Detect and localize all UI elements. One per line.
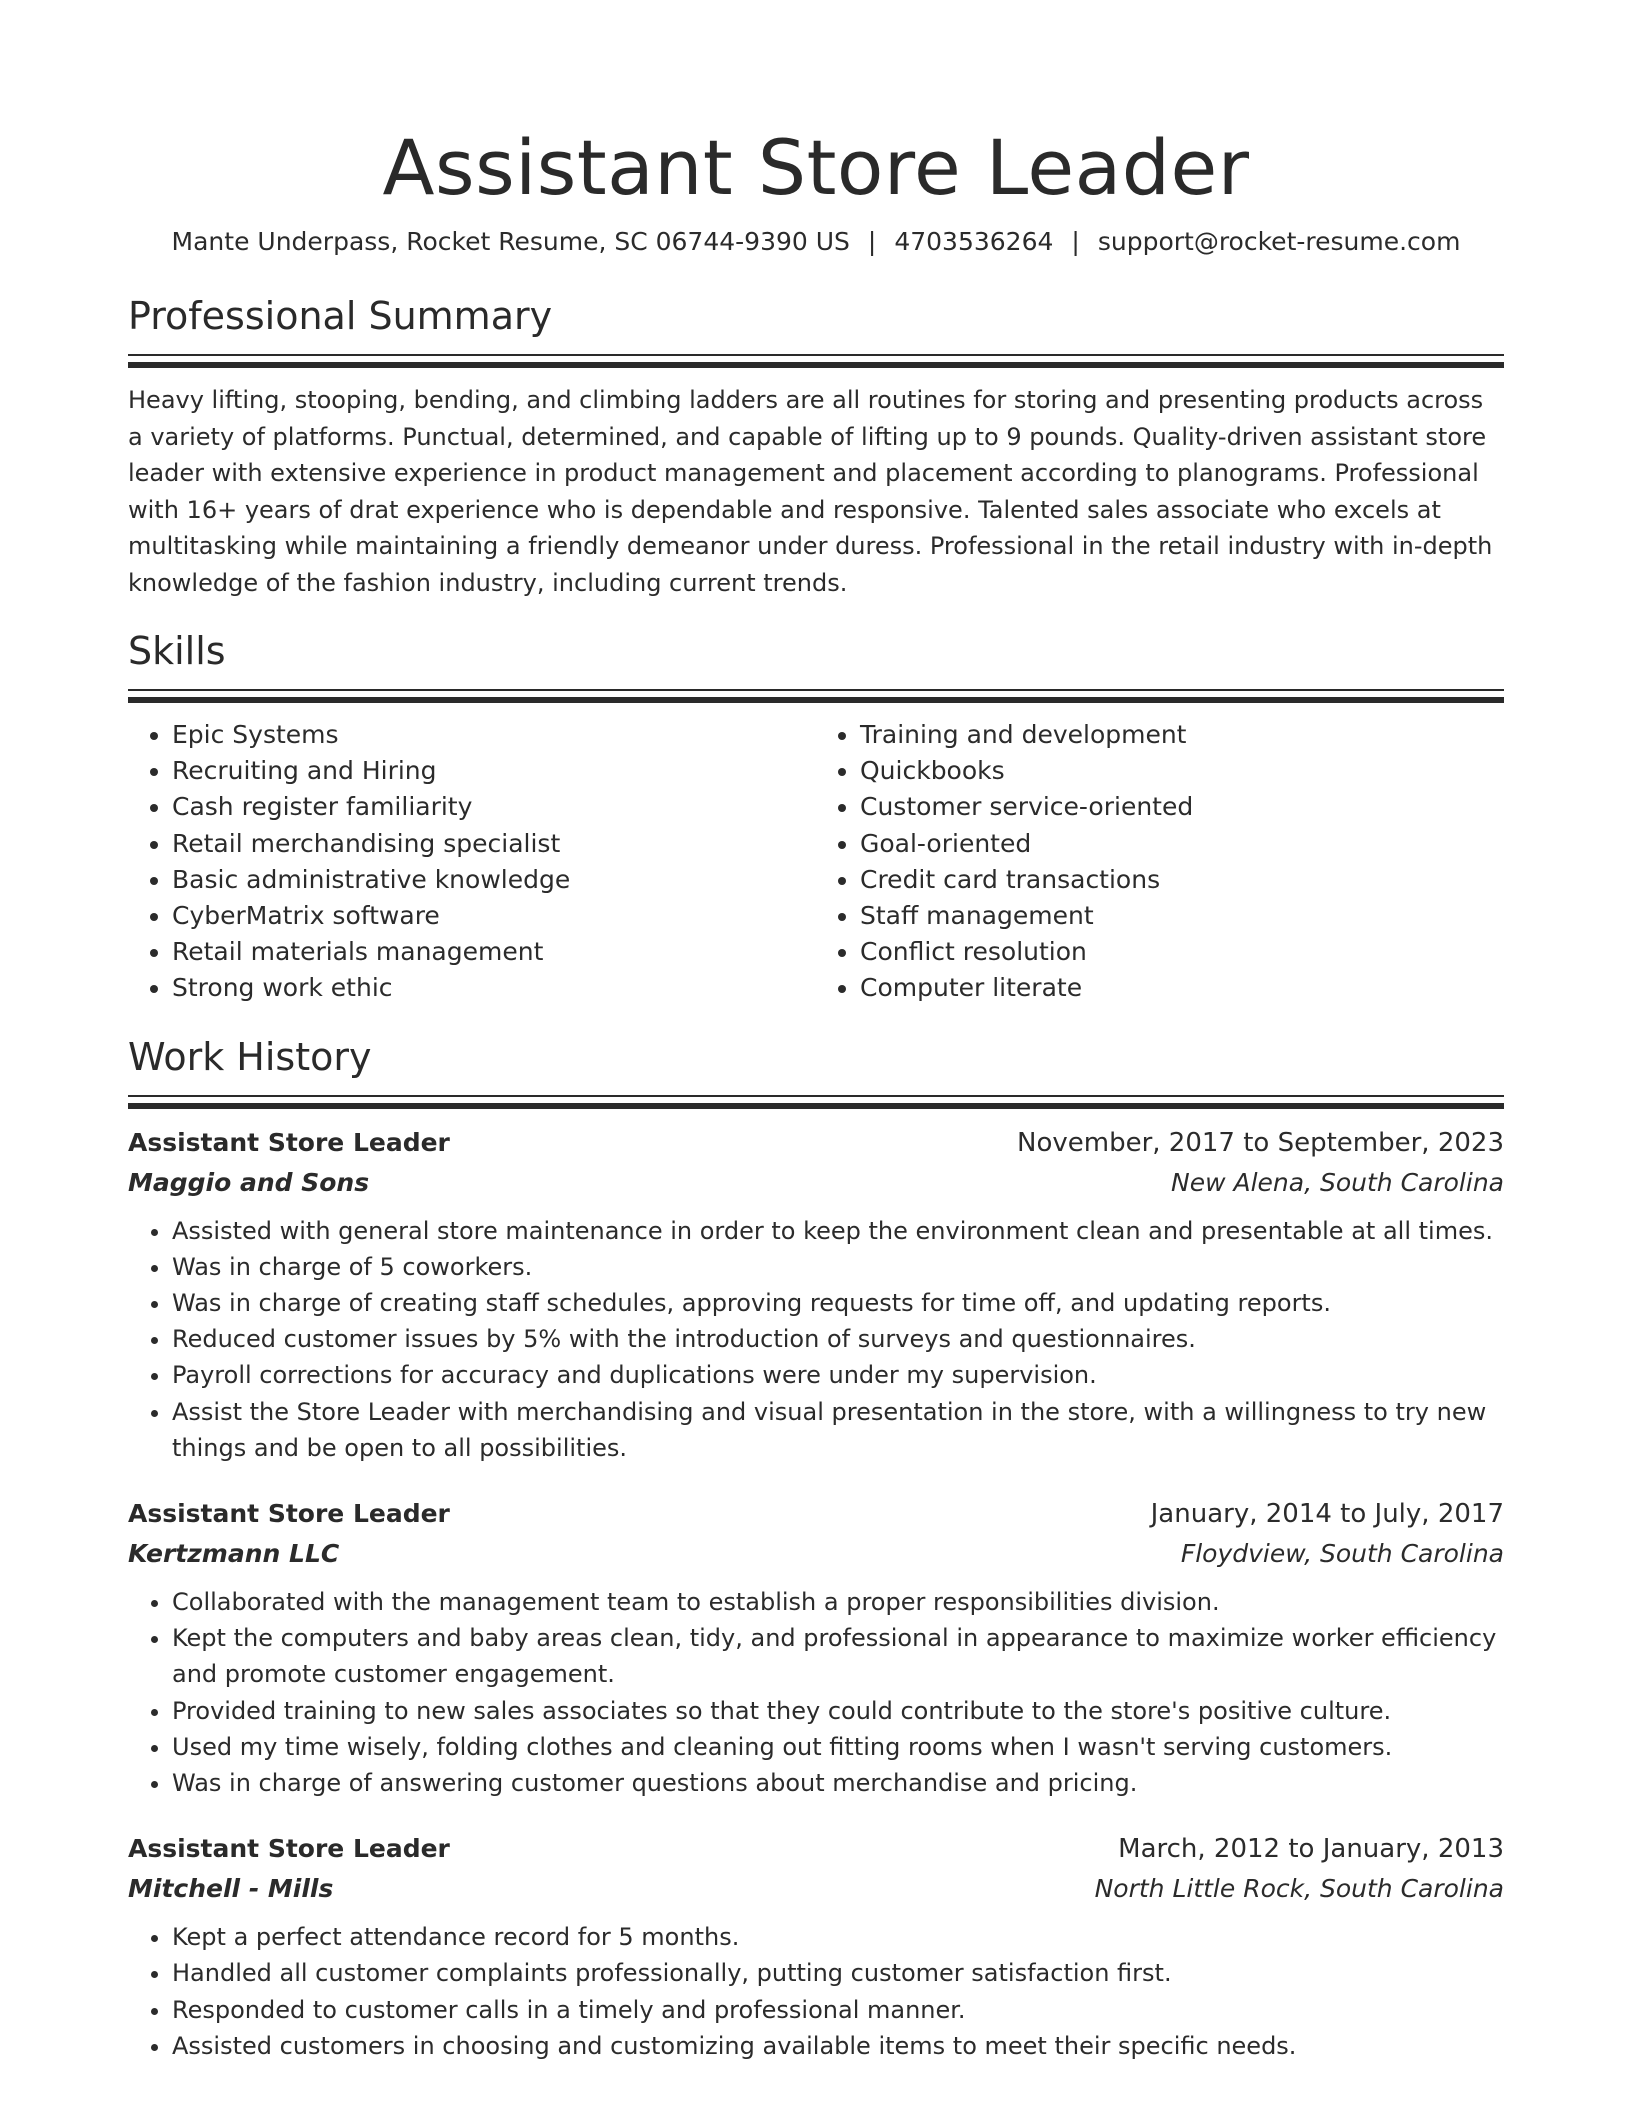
job-title: Assistant Store Leader xyxy=(128,1127,450,1157)
job-header-row xyxy=(128,1123,1504,1163)
contact-line xyxy=(128,224,1504,260)
job-bullet: • Collaborated with the management team to establish a proper responsibilities division. xyxy=(172,1584,1504,1620)
job-bullet: • Responded to customer calls in a timely and professional manner. xyxy=(172,1992,1504,2028)
resume-title: Assistant Store Leader xyxy=(382,123,1250,212)
skill-item: • Conflict resolution xyxy=(860,934,1504,970)
skill-item: • Cash register familiarity xyxy=(172,789,816,825)
section-rule-thick xyxy=(128,362,1504,368)
job-bullet: • Was in charge of answering customer questions about merchandise and pricing. xyxy=(172,1765,1504,1801)
contact-email[interactable]: support@rocket-resume.com xyxy=(1097,227,1461,256)
job-title: Assistant Store Leader xyxy=(128,1834,450,1864)
skill-item: • CyberMatrix software xyxy=(172,898,816,934)
resume-page xyxy=(128,0,1504,2064)
job-bullet: • Reduced customer issues by 5% with the introduction of surveys and questionnaires. xyxy=(172,1321,1504,1357)
skills-list-right xyxy=(816,717,1504,1007)
skill-item: • Customer service-oriented xyxy=(860,789,1504,825)
work-heading: Work History xyxy=(128,1034,372,1079)
skill-item: • Computer literate xyxy=(860,970,1504,1006)
job-header-row xyxy=(128,1494,1504,1534)
job-company-row xyxy=(128,1869,1504,1909)
skill-item: • Goal-oriented xyxy=(860,826,1504,862)
job-dates: March, 2012 to January, 2013 xyxy=(1118,1834,1504,1865)
skill-item: • Quickbooks xyxy=(860,753,1504,789)
job-header-row xyxy=(128,1829,1504,1869)
skill-item: • Training and development xyxy=(860,717,1504,753)
skills-list-left xyxy=(128,717,816,1007)
job-bullet: • Kept a perfect attendance record for 5 months. xyxy=(172,1919,1504,1955)
job-location: North Little Rock, South Carolina xyxy=(1094,1874,1504,1904)
job-bullet: • Assist the Store Leader with merchandising and visual presentation in the store, with a willingness to try new things and be open to all possibilities. xyxy=(172,1394,1504,1466)
job-entry xyxy=(128,1123,1504,1466)
skill-item: • Basic administrative knowledge xyxy=(172,862,816,898)
job-bullet: • Assisted customers in choosing and customizing available items to meet their specific needs. xyxy=(172,2028,1504,2064)
job-company-row xyxy=(128,1534,1504,1574)
skill-item: • Epic Systems xyxy=(172,717,816,753)
summary-heading: Professional Summary xyxy=(128,294,553,338)
skills-section xyxy=(128,625,1504,1007)
skill-item: • Staff management xyxy=(860,898,1504,934)
section-rule xyxy=(128,1095,1504,1097)
work-section xyxy=(128,1031,1504,2064)
job-company: Kertzmann LLC xyxy=(128,1539,340,1569)
job-bullet: • Provided training to new sales associates so that they could contribute to the store's positive culture. xyxy=(172,1693,1504,1729)
contact-phone[interactable]: 4703536264 xyxy=(894,227,1054,256)
job-bullet: • Used my time wisely, folding clothes and cleaning out fitting rooms when I wasn't serving customers. xyxy=(172,1729,1504,1765)
summary-section xyxy=(128,290,1504,601)
skills-heading: Skills xyxy=(128,629,226,673)
skill-item: • Strong work ethic xyxy=(172,970,816,1006)
job-bullet: • Was in charge of 5 coworkers. xyxy=(172,1249,1504,1285)
job-bullets xyxy=(128,1584,1504,1801)
job-title: Assistant Store Leader xyxy=(128,1499,450,1529)
skill-item: • Retail materials management xyxy=(172,934,816,970)
job-company: Maggio and Sons xyxy=(128,1167,370,1197)
job-bullet: • Handled all customer complaints professionally, putting customer satisfaction first. xyxy=(172,1955,1504,1991)
job-entry xyxy=(128,1829,1504,2064)
job-dates: November, 2017 to September, 2023 xyxy=(1017,1127,1504,1158)
job-company: Mitchell - Mills xyxy=(128,1874,334,1904)
section-rule xyxy=(128,354,1504,356)
section-rule-thick xyxy=(128,697,1504,703)
section-rule-thick xyxy=(128,1103,1504,1109)
skills-columns xyxy=(128,717,1504,1007)
skill-item: • Retail merchandising specialist xyxy=(172,826,816,862)
job-entry xyxy=(128,1494,1504,1801)
job-bullet: • Payroll corrections for accuracy and duplications were under my supervision. xyxy=(172,1357,1504,1393)
job-bullets xyxy=(128,1919,1504,2064)
summary-text: Heavy lifting, stooping, bending, and climbing ladders are all routines for storing and presenting products across a variety of platforms. Punctual, determined, and capable of lifting up to 9 pounds. Quality-driven assistant store leader with extensive experience in product management and placement according to planograms. Professional with 16+ years of drat experience who is dependable and responsive. Talented sales associate who excels at multitasking while maintaining a friendly demeanor under duress. Professional in the retail industry with in-depth knowledge of the fashion industry, including current trends. xyxy=(128,386,1493,597)
job-bullet: • Kept the computers and baby areas clean, tidy, and professional in appearance to maximize worker efficiency and promote customer engagement. xyxy=(172,1620,1504,1692)
skill-item: • Credit card transactions xyxy=(860,862,1504,898)
job-location: New Alena, South Carolina xyxy=(1171,1167,1504,1197)
skill-item: • Recruiting and Hiring xyxy=(172,753,816,789)
contact-separator: | xyxy=(1071,227,1080,256)
job-location: Floydview, South Carolina xyxy=(1180,1539,1504,1569)
job-bullets xyxy=(128,1213,1504,1466)
job-company-row xyxy=(128,1163,1504,1203)
job-bullet: • Was in charge of creating staff schedules, approving requests for time off, and updating reports. xyxy=(172,1285,1504,1321)
contact-address: Mante Underpass, Rocket Resume, SC 06744-9390 US xyxy=(171,227,850,256)
job-dates: January, 2014 to July, 2017 xyxy=(1150,1499,1504,1530)
section-rule xyxy=(128,689,1504,691)
contact-separator: | xyxy=(867,227,877,256)
job-bullet: • Assisted with general store maintenance in order to keep the environment clean and presentable at all times. xyxy=(172,1213,1504,1249)
